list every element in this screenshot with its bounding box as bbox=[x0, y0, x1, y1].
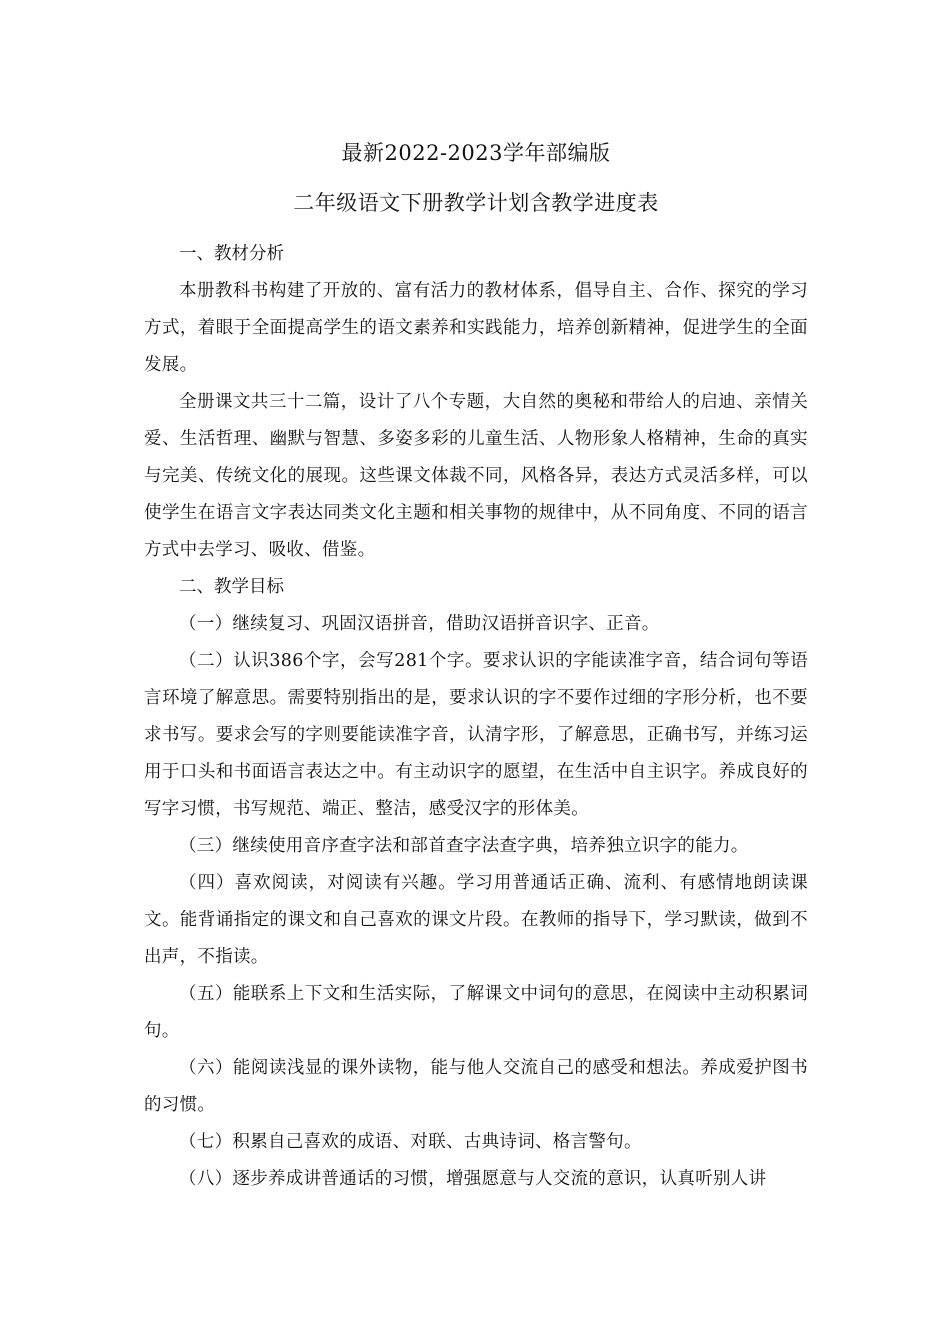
goal-item-5: （五）能联系上下文和生活实际，了解课文中词句的意思，在阅读中主动积累词句。 bbox=[144, 984, 808, 1041]
goal-item-2: （二）认识386个字，会写281个字。要求认识的字能读准字音，结合词句等语言环境了解意思。需要特别指出的是，要求认识的字不要作过细的字形分析，也不要求书写。要求会写的字则要能读准字音，认清字形，了解意思，正确书写，并练习运用于口头和书面语言表达之中。有主动识字的愿望，在生活中自主识字。养成良好的写字习惯，书写规范、端正、整洁，感受汉字的形体美。 bbox=[144, 651, 808, 819]
paragraph: 全册课文共三十二篇，设计了八个专题，大自然的奥秘和带给人的启迪、亲情关爱、生活哲理、幽默与智慧、多姿多彩的儿童生活、人物形象人格精神，生命的真实与完美、传统文化的展现。这些课文体裁不同，风格各异，表达方式灵活多样，可以使学生在语言文字表达同类文化主题和相关事物的规律中，从不同角度、不同的语言方式中去学习、吸收、借鉴。 bbox=[144, 392, 808, 560]
document-title-line1: 最新2022-2023学年部编版 bbox=[341, 141, 611, 165]
goal-item-3: （三）继续使用音序查字法和部首查字法查字典，培养独立识字的能力。 bbox=[179, 836, 749, 856]
document-title-line2: 二年级语文下册教学计划含教学进度表 bbox=[293, 191, 659, 215]
goal-item-8: （八）逐步养成讲普通话的习惯，增强愿意与人交流的意识，认真听别人讲 bbox=[179, 1169, 767, 1189]
goal-item-6: （六）能阅读浅显的课外读物，能与他人交流自己的感受和想法。养成爱护图书的习惯。 bbox=[144, 1058, 808, 1115]
title-spacer bbox=[144, 216, 808, 236]
goal-item-4: （四）喜欢阅读，对阅读有兴趣。学习用普通话正确、流利、有感情地朗读课文。能背诵指定的课文和自己喜欢的课文片段。在教师的指导下，学习默读，做到不出声，不指读。 bbox=[144, 873, 808, 967]
section-heading-teaching-goals: 二、教学目标 bbox=[179, 577, 284, 597]
goal-item-1: （一）继续复习、巩固汉语拼音，借助汉语拼音识字、正音。 bbox=[179, 614, 660, 634]
goal-item-7: （七）积累自己喜欢的成语、对联、古典诗词、格言警句。 bbox=[179, 1132, 642, 1152]
section-heading-textbook-analysis: 一、教材分析 bbox=[179, 244, 284, 264]
paragraph: 本册教科书构建了开放的、富有活力的教材体系，倡导自主、合作、探究的学习方式，着眼于全面提高学生的语文素养和实践能力，培养创新精神，促进学生的全面发展。 bbox=[144, 281, 808, 375]
document-body bbox=[144, 140, 808, 1198]
